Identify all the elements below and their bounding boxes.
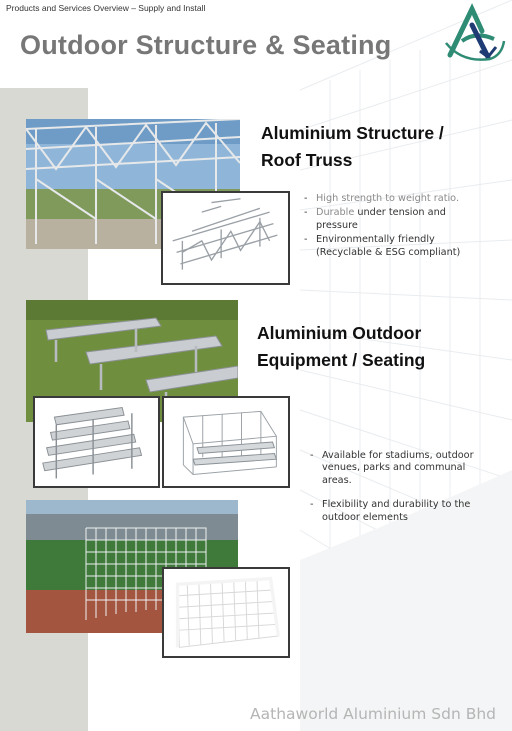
bullet-strength: - High strength to weight ratio. [304, 193, 484, 205]
bleacher-product-image [33, 396, 160, 488]
company-footer: Aathaworld Aluminium Sdn Bhd [250, 705, 496, 723]
section1-heading: Aluminium Structure / Roof Truss [261, 123, 444, 170]
cage-seating-image [162, 396, 290, 488]
section2-bullets [310, 450, 480, 526]
truss-product-image [161, 191, 290, 285]
bullet-durable: - Durable under tension and pressure [304, 207, 484, 232]
overview-label: Products and Services Overview – Supply and Install [6, 3, 206, 13]
section2-heading: Aluminium Outdoor Equipment / Seating [257, 323, 426, 370]
bullet-flexibility: - Flexibility and durability to the outdoor elements [310, 499, 480, 524]
aathaworld-a-logo-icon [442, 3, 506, 65]
bullet-eco: - Environmentally friendly (Recyclable & ESG compliant) [304, 234, 484, 259]
bullet-venues: - Available for stadiums, outdoor venues, parks and communal areas. [310, 450, 480, 487]
goal-product-image [162, 567, 290, 658]
page-title: Outdoor Structure & Seating [20, 30, 392, 60]
section1-bullets [304, 193, 484, 261]
